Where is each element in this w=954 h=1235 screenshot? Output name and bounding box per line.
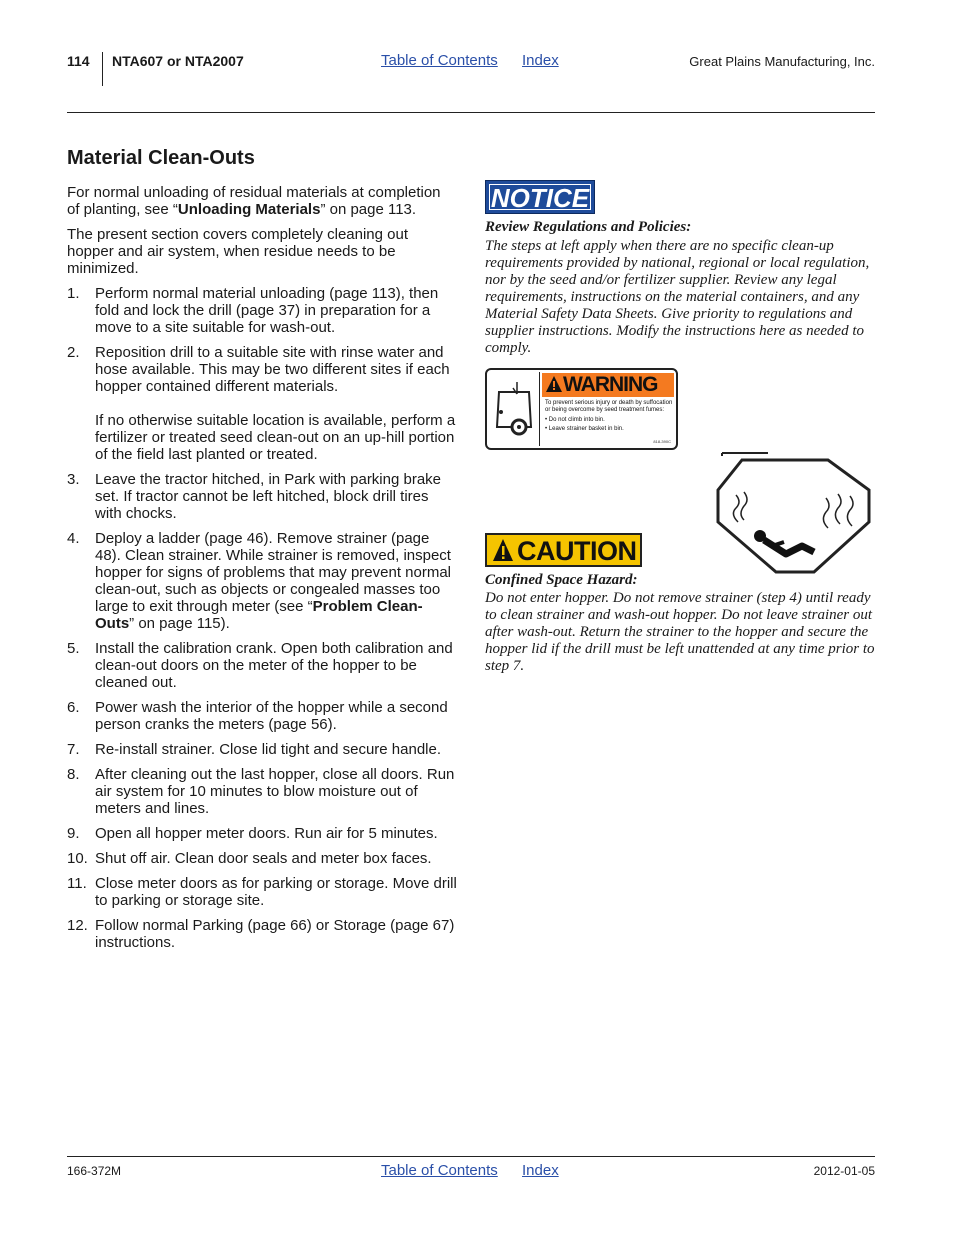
caution-triangle-icon [492,538,514,562]
warning-line-2: • Do not climb into bin. [545,417,605,423]
warning-header [542,373,674,397]
list-item [67,825,459,842]
list-item [67,699,459,733]
page-number: 114 [67,53,90,69]
step-text: Deploy a ladder (page 46). Remove strainer (page 48). Clean strainer. While strainer is removed, inspect hopper for signs of problems that may prevent normal clean-out, such as objects or congealed masses too large to exit through meter (see “ [95,530,452,615]
warning-line-3: • Leave strainer basket in bin. [545,426,624,432]
step-number: 3. [67,471,80,488]
doc-number: 166-372M [67,1164,122,1178]
warning-line-1: To prevent serious injury or death by suffocation or being overcome by seed treatment fumes: [545,400,673,413]
header-divider [102,52,103,86]
step-number: 2. [67,344,80,361]
step-text: Open all hopper meter doors. Run air for 5 minutes. [95,825,438,842]
warning-label: WARNING [563,373,658,396]
section-title: Material Clean-Outs [67,147,255,169]
list-item [67,471,459,522]
step-text: Power wash the interior of the hopper while a second person cranks the meters (page 56). [95,699,448,733]
step-number: 4. [67,530,80,547]
decal-code: 818-390C [653,439,671,444]
steps-list [67,285,459,959]
caution-body: Do not enter hopper. Do not remove strainer (step 4) until ready to clean strainer and wash-out hopper. Do not leave strainer out after wash-out. Return the strainer to the hopper and secure the hopper lid if the drill must be left unattended at any time prior to step 7. [485,590,875,674]
intro1-post: ” on page 113. [320,201,417,218]
list-item [67,344,459,463]
list-item [67,875,459,909]
step-text: Leave the tractor hitched, in Park with parking brake set. If tractor cannot be left hitched, block drill tires with chocks. [95,471,442,522]
footer-index-link[interactable]: Index [522,1162,559,1179]
company-name: Great Plains Manufacturing, Inc. [689,54,875,69]
step-number: 12. [67,917,88,934]
step-text: Follow normal Parking (page 66) or Storage (page 67) instructions. [95,917,455,951]
list-item [67,741,459,758]
notice-heading: Review Regulations and Policies: [485,219,692,235]
warning-triangle-icon [545,375,563,393]
footer-toc-link[interactable]: Table of Contents [381,1162,498,1179]
problem-cleanouts-ref: Problem Clean-Outs [95,598,423,632]
toc-link[interactable]: Table of Contents [381,52,498,69]
step-extra-text: If no otherwise suitable location is available, perform a fertilizer or treated seed clean-out on an up-hill portion of the field last planted or treated. [95,412,456,463]
step-number: 6. [67,699,80,716]
step-text: After cleaning out the last hopper, close all doors. Run air system for 10 minutes to blow moisture out of meters and lines. [95,766,455,817]
step-text: Re-install strainer. Close lid tight and secure handle. [95,741,442,758]
notice-label [485,180,595,214]
index-link[interactable]: Index [522,52,559,69]
step-number: 7. [67,741,80,758]
intro-paragraph-2: The present section covers completely cleaning out hopper and air system, when residue needs to be minimized. [67,226,409,277]
step-number: 5. [67,640,80,657]
step-text-post: ” on page 115). [129,615,230,632]
caution-label-text: CAUTION [517,536,637,566]
person-in-bin-icon [489,372,539,446]
warning-text [545,400,673,433]
intro-paragraph-1 [67,184,457,218]
list-item [67,640,459,691]
step-text: Reposition drill to a suitable site with rinse water and hose available. This may be two different sites if each hopper contained different materials. [95,344,450,395]
step-text: Shut off air. Clean door seals and meter box faces. [95,850,432,867]
warning-decal [485,368,678,450]
step-number: 11. [67,875,87,892]
step-text: Close meter doors as for parking or storage. Move drill to parking or storage site. [95,875,457,909]
caution-label [485,533,642,567]
header-rule [67,112,875,113]
step-text: Perform normal material unloading (page 113), then fold and lock the drill (page 37) in preparation for a move to a site suitable for wash-out. [95,285,439,336]
step-number: 9. [67,825,80,842]
step-number: 8. [67,766,80,783]
notice-body: The steps at left apply when there are no specific clean-up requirements provided by national, regional or local regulation, nor by the seed and/or fertilizer supplier. Review any legal requirements, instructions on the material containers, and any Material Safety Data Sheets. Give priority to regulations and supplier instructions. Modify the instructions here as needed to comply. [485,238,870,356]
step-number: 1. [67,285,80,302]
unloading-materials-ref: Unloading Materials [177,201,321,218]
list-item [67,850,459,867]
hopper-pictogram [489,372,540,446]
list-item [67,530,459,632]
step-text: Install the calibration crank. Open both calibration and clean-out doors on the meter of the hopper to be cleaned out. [95,640,453,691]
step-number: 10. [67,850,88,867]
list-item [67,917,459,951]
list-item [67,285,459,336]
caution-heading: Confined Space Hazard: [485,572,638,588]
footer-date: 2012-01-05 [813,1164,875,1178]
model-title: NTA607 or NTA2007 [112,53,244,69]
list-item [67,766,459,817]
footer-rule [67,1156,875,1157]
hopper-hazard-illustration [714,450,874,578]
notice-label-text: NOTICE [490,183,590,213]
intro1-pre: For normal unloading of residual materials at completion of planting, see “ [67,184,441,218]
